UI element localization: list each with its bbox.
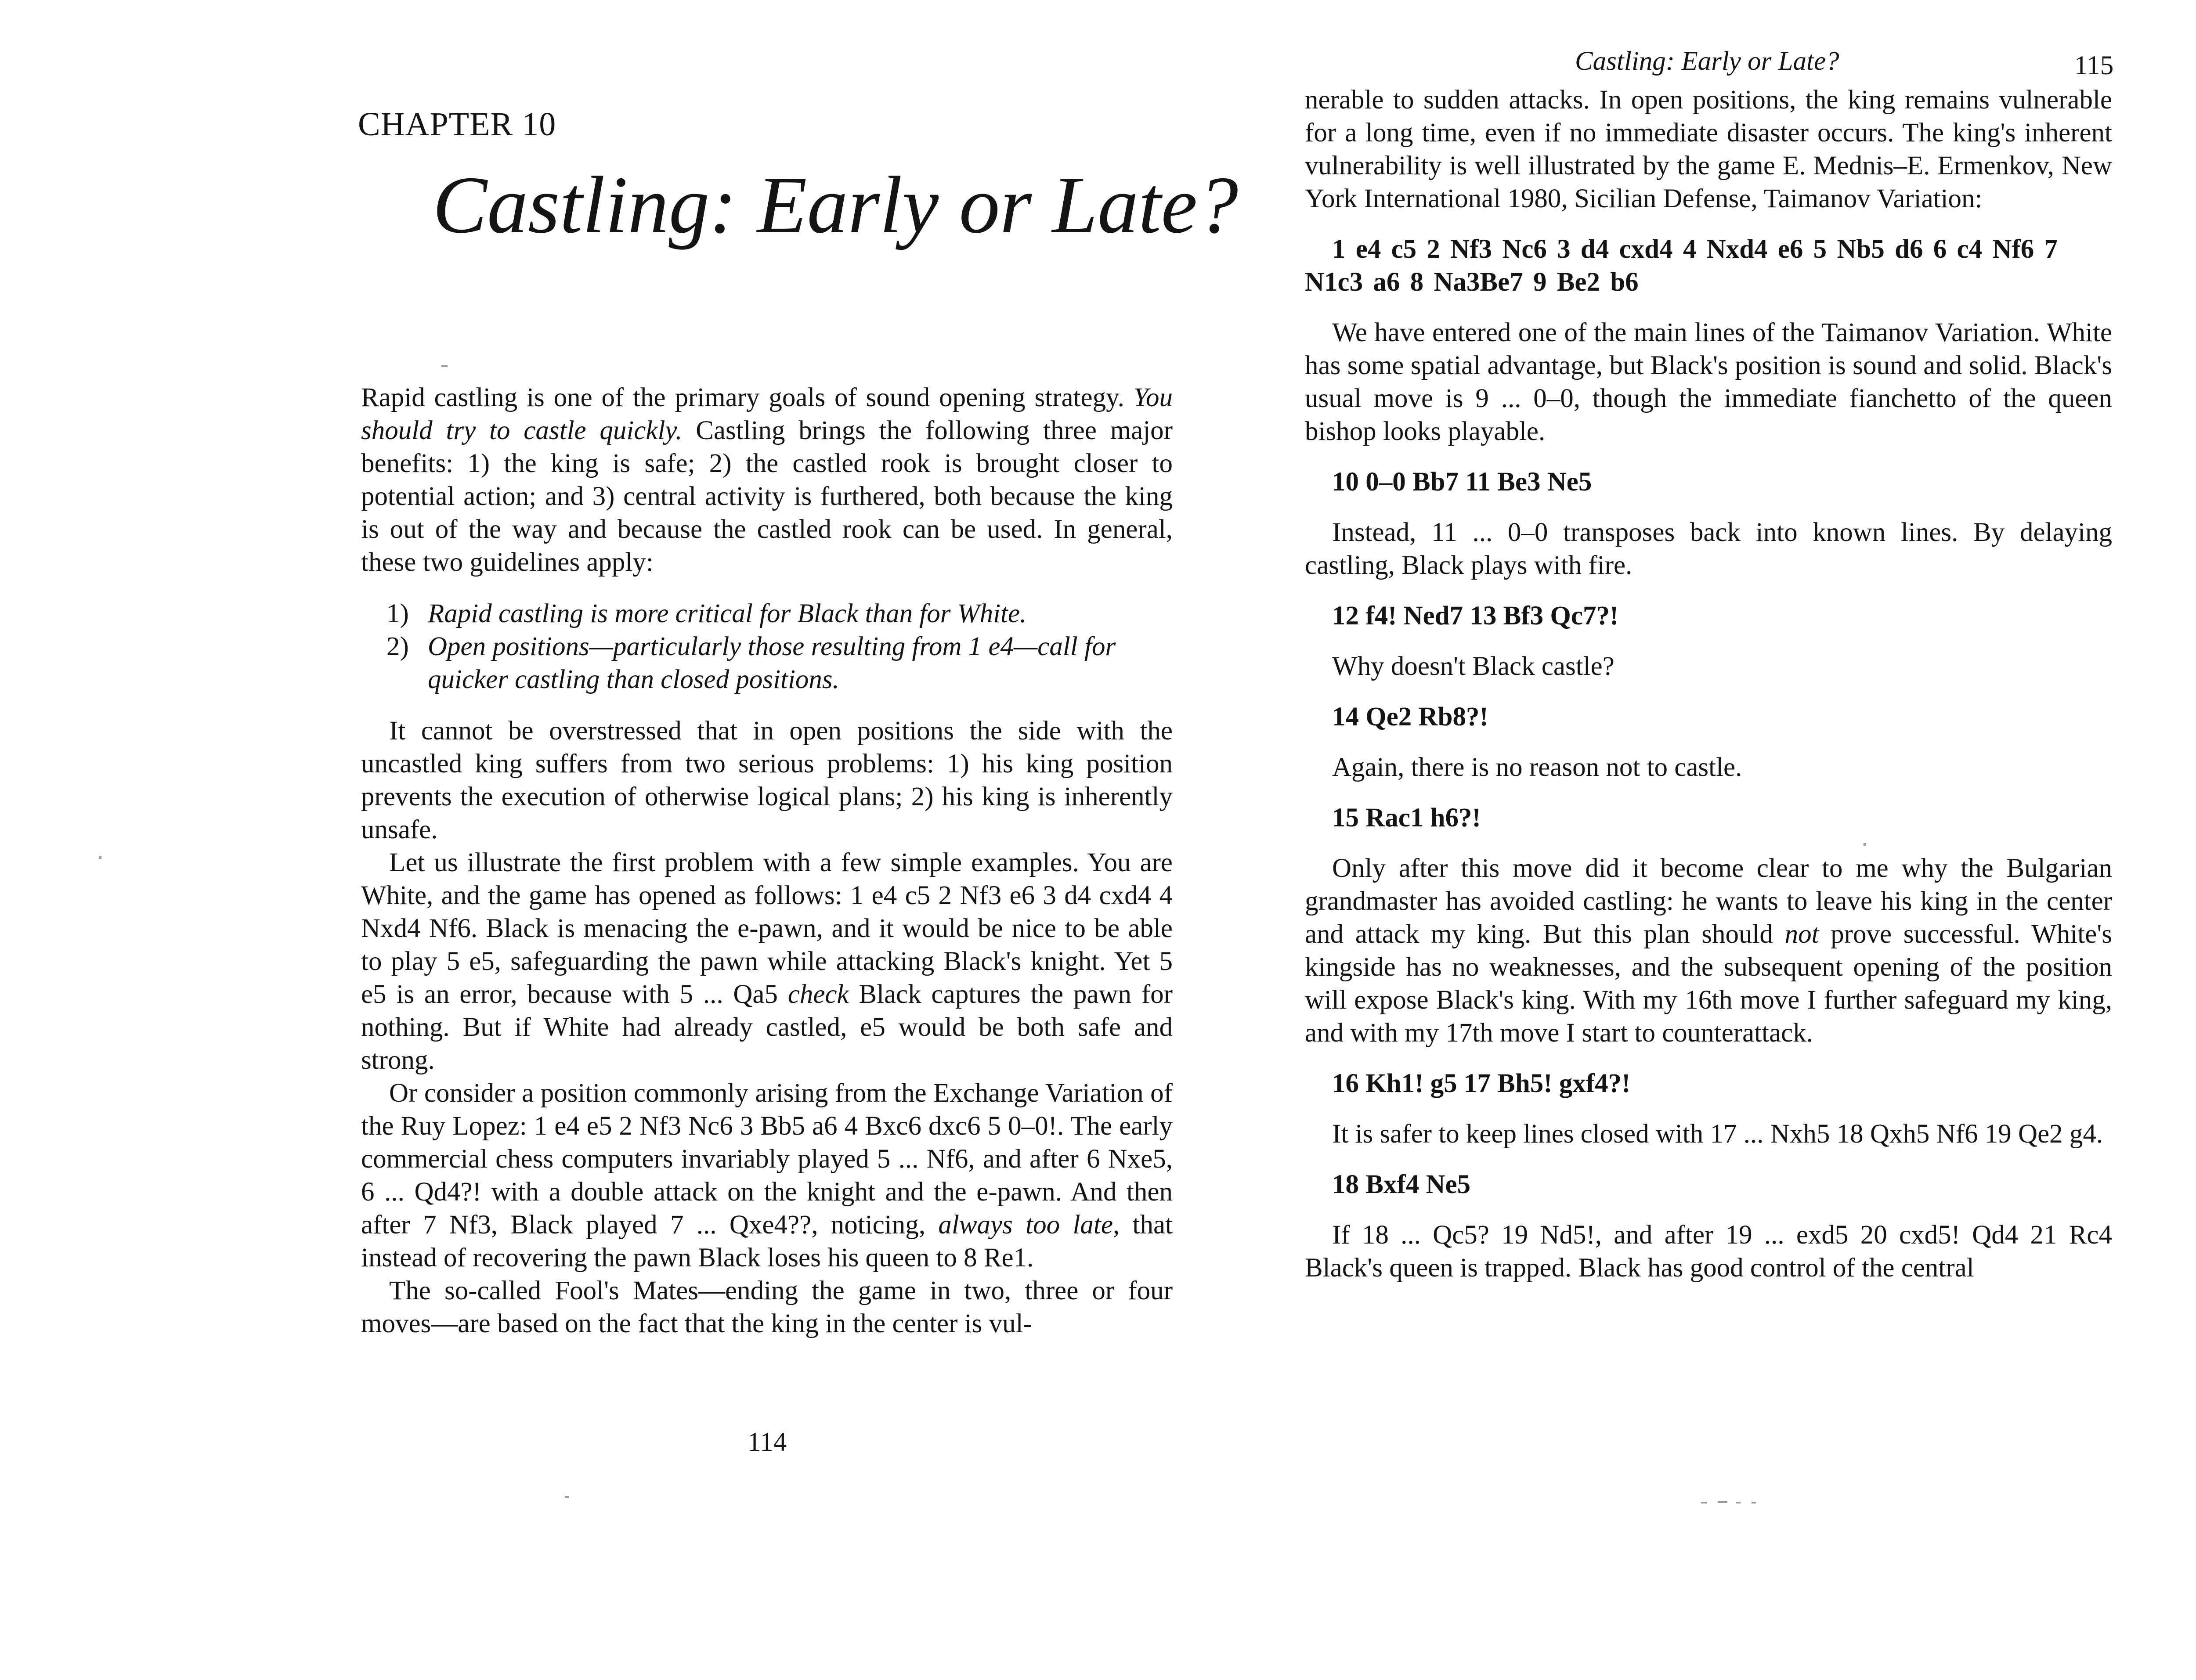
scan-speck — [1736, 1502, 1741, 1503]
scan-speck — [1701, 1502, 1707, 1503]
right-page — [1154, 0, 2196, 1680]
page-number-left: 114 — [748, 1428, 787, 1457]
game-moves: 16 Kh1! g5 17 Bh5! gxf4?! — [1332, 1069, 1631, 1098]
guideline-item: 2) Open positions—particularly those resulting from 1 e4—call for quicker castling than closed positions. — [386, 632, 1116, 694]
right-body-text — [1305, 83, 2112, 1302]
move-annotation: It is safer to keep lines closed with 17 ... Nxh5 18 Qxh5 Nf6 19 Qe2 g4. — [1332, 1119, 2103, 1149]
paragraph-ruy-lopez: Or consider a position commonly arising from the Exchange Variation of the Ruy Lopez: 1 e4 e5 2 Nf3 Nc6 3 Bb5 a6 4 Bxc6 dxc6 5 0–0!. The early commercial chess computers invariably played 5 ... Nf6, and after 6 Nxe5, 6 ... Qd4?! with a double attack on the knight and the e-pawn. And then after 7 Nf3, Black played 7 ... Qxe4??, noticing, always too late, that instead of recovering the pawn Black loses his queen to 8 Re1. — [361, 1078, 1173, 1273]
running-head: Castling: Early or Late? — [1575, 47, 1839, 76]
guidelines-list — [361, 597, 1173, 696]
scan-speck — [1752, 1502, 1756, 1503]
game-moves: 12 f4! Ned7 13 Bf3 Qc7?! — [1332, 601, 1619, 631]
move-annotation: Why doesn't Black castle? — [1332, 652, 1614, 681]
paragraph-illustrate: Let us illustrate the first problem with a few simple examples. You are White, and the game has opened as follows: 1 e4 c5 2 Nf3 e6 3 d4 cxd4 4 Nxd4 Nf6. Black is menacing the e-pawn, and it would be nice to be able to play 5 e5, safeguarding the pawn while attacking Black's knight. Yet 5 e5 is an error, because with 5 ... Qa5 check Black captures the pawn for nothing. But if White had already castled, e5 would be both safe and strong. — [361, 848, 1173, 1075]
game-moves: 1 e4 c5 2 Nf3 Nc6 3 d4 cxd4 4 Nxd4 e6 5 Nb5 d6 6 c4 Nf6 7 N1c3 a6 8 Na3Be7 9 Be2 b6 — [1305, 234, 2058, 297]
paragraph-fools-mates: The so-called Fool's Mates—ending the game in two, three or four moves—are based on the fact that the king in the center is vul- — [361, 1276, 1173, 1338]
paragraph-continued: nerable to sudden attacks. In open positions, the king remains vulnerable for a long time, even if no immediate disaster occurs. The king's inherent vulnerability is well illustrated by the game E. Mednis–E. Ermenkov, New York International 1980, Sicilian Defense, Taimanov Variation: — [1305, 85, 2112, 213]
scan-speck — [441, 365, 448, 367]
game-moves: 15 Rac1 h6?! — [1332, 803, 1481, 833]
move-annotation: We have entered one of the main lines of the Taimanov Variation. White has some spatial advantage, but Black's position is sound and solid. Black's usual move is 9 ... 0–0, though the immediate fianchetto of the queen bishop looks playable. — [1305, 318, 2112, 446]
game-moves: 14 Qe2 Rb8?! — [1332, 702, 1488, 732]
scan-speck — [565, 1496, 569, 1498]
scan-speck — [1718, 1501, 1727, 1503]
intro-emphasis: You should try to castle quickly. — [361, 383, 1173, 445]
game-moves: 10 0–0 Bb7 11 Be3 Ne5 — [1332, 467, 1592, 497]
game-moves: 18 Bxf4 Ne5 — [1332, 1170, 1471, 1199]
scan-speck — [99, 856, 101, 859]
chapter-title: Castling: Early or Late? — [433, 160, 1239, 250]
paragraph-overstressed: It cannot be overstressed that in open positions the side with the uncastled king suffers from two serious problems: 1) his king position prevents the execution of otherwise logical plans; 2) his king is inherently unsafe. — [361, 716, 1173, 844]
move-annotation: If 18 ... Qc5? 19 Nd5!, and after 19 ... exd5 20 cxd5! Qd4 21 Rc4 Black's queen is trapped. Black has good control of the central — [1305, 1220, 2112, 1283]
chapter-label: CHAPTER 10 — [358, 106, 556, 143]
move-annotation: Instead, 11 ... 0–0 transposes back into known lines. By delaying castling, Black plays with fire. — [1305, 518, 2112, 580]
move-annotation: Only after this move did it become clear to me why the Bulgarian grandmaster has avoided castling: he wants to leave his king in the center and attack my king. But this plan should not prove successful. White's kingside has no weaknesses, and the subsequent opening of the position will expose Black's king. With my 16th move I further safeguard my king, and with my 17th move I start to counterattack. — [1305, 854, 2112, 1048]
scan-speck — [1864, 843, 1866, 846]
intro-paragraph: Rapid castling is one of the primary goals of sound opening strategy. You should try to castle quickly. Castling brings the following three major benefits: 1) the king is safe; 2) the castled rook is brought closer to potential action; and 3) central activity is furthered, both because the king is out of the way and because the castled rook can be used. In general, these two guidelines apply: — [361, 383, 1173, 577]
left-body-text — [361, 381, 1173, 1340]
move-annotation: Again, there is no reason not to castle. — [1332, 753, 1742, 782]
guideline-item: 1) Rapid castling is more critical for Black than for White. — [386, 599, 1027, 628]
page-number-right: 115 — [2074, 51, 2114, 80]
